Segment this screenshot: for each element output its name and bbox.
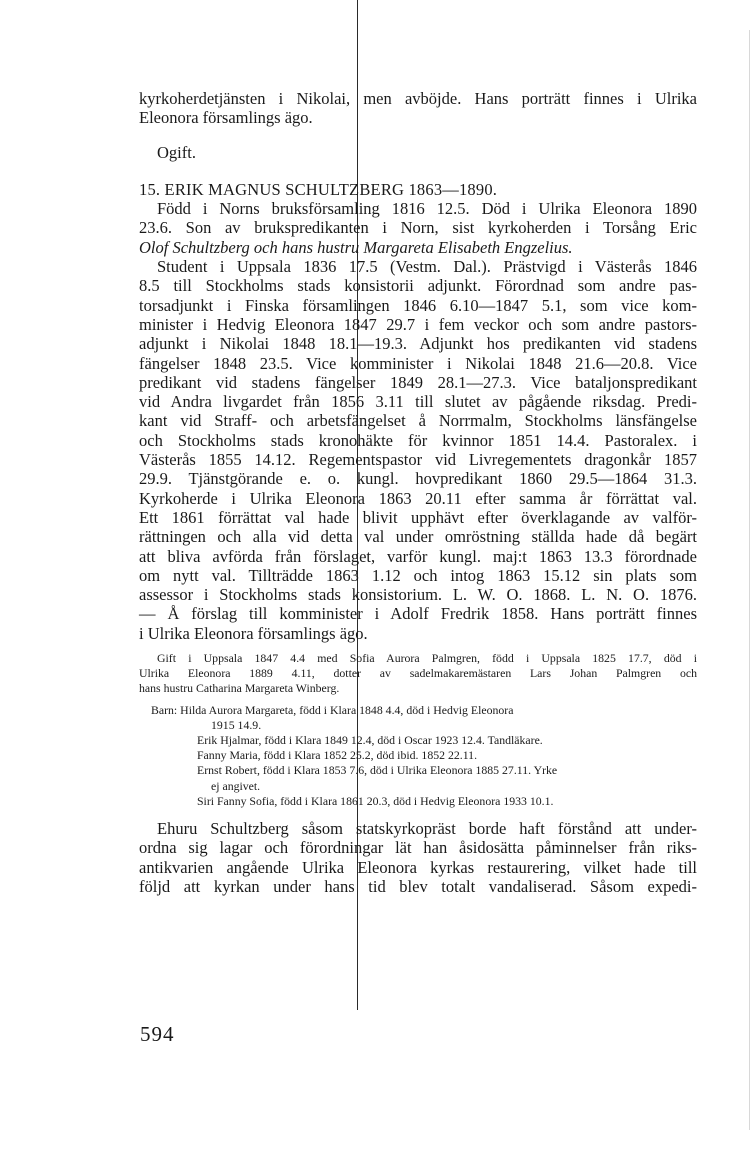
ogift-note: Ogift. bbox=[157, 142, 196, 162]
text-line: Kyrkoherde i Ulrika Eleonora 1863 20.11 efter samma år förrättat val. bbox=[139, 488, 697, 508]
text-line: adjunkt i Nikolai 1848 18.1—19.3. Adjunkt hos predikanten vid stadens bbox=[139, 334, 697, 354]
child-entry: Hilda Aurora Margareta, född i Klara 1848 4.4, död i Hedvig Eleonora bbox=[180, 702, 514, 717]
text-line: hans hustru Catharina Margareta Winberg. bbox=[139, 681, 340, 696]
text-line: minister i Hedvig Eleonora 1847 29.7 i fem veckor och som andre pastors- bbox=[139, 314, 697, 334]
child-entry-cont: ej angivet. bbox=[211, 778, 261, 793]
list-item bbox=[139, 703, 697, 718]
text-line: följd att kyrkan under hans tid blev totalt vandaliserad. Såsom expedi- bbox=[139, 876, 697, 896]
text-line: Ett 1861 förrättat val hade blivit upphävt efter överklagande av valför- bbox=[139, 507, 697, 527]
children-list bbox=[139, 703, 697, 809]
text-line: antikvarien angående Ulrika Eleonora kyrkas restaurering, vilket hade till bbox=[139, 857, 697, 877]
text-line: i Ulrika Eleonora församlings ägo. bbox=[139, 623, 368, 643]
child-entry: Siri Fanny Sofia, född i Klara 1861 20.3, död i Hedvig Eleonora 1933 10.1. bbox=[197, 793, 554, 808]
page-number: 594 bbox=[140, 1022, 175, 1046]
text-line: kyrkoherdetjänsten i Nikolai, men avböjde. Hans porträtt finnes i Ulrika bbox=[139, 89, 697, 108]
text-line: assessor i Stockholms stads konsistorium. L. W. O. 1868. L. N. O. 1876. bbox=[139, 585, 697, 605]
barn-label: Barn: bbox=[151, 702, 178, 717]
child-entry: Fanny Maria, född i Klara 1852 25.2, död ibid. 1852 22.11. bbox=[197, 748, 478, 763]
intro-paragraph bbox=[139, 89, 697, 128]
text-line: rättningen och alla vid detta val under omröstning ställda hade då begärt bbox=[139, 527, 697, 547]
text-line: vid Andra livgardet från 1856 3.11 till slutet av pågående riksdag. Predi- bbox=[139, 392, 697, 412]
marriage-note bbox=[139, 651, 697, 697]
text-line: 23.6. Son av brukspredikanten i Norn, sist kyrkoherden i Torsång Eric bbox=[139, 218, 697, 238]
text-line: 29.9. Tjänstgörande e. o. kungl. hovpredikant 1860 29.5—1864 31.3. bbox=[139, 469, 697, 489]
text-line: och Stockholms stads kronohäkte för kvinnor 1851 14.4. Pastoralex. i bbox=[139, 430, 697, 450]
text-line: Gift i Uppsala 1847 4.4 med Sofia Aurora Palmgren, född i Uppsala 1825 17.7, död i bbox=[157, 651, 697, 666]
text-line: kant vid Straff- och arbetsfängelset å Norrmalm, Stockholms länsfängelse bbox=[139, 411, 697, 431]
page-edge-line bbox=[749, 30, 750, 1130]
text-line: om nytt val. Tillträdde 1863 1.12 och intog 1863 15.12 sin plats som bbox=[139, 565, 697, 585]
text-line: Student i Uppsala 1836 17.5 (Vestm. Dal.). Prästvigd i Västerås 1846 bbox=[157, 257, 697, 277]
text-line: predikant vid stadens fängelser 1849 28.1—27.3. Vice bataljonspredikant bbox=[139, 372, 697, 392]
text-line: Född i Norns bruksförsamling 1816 12.5. Död i Ulrika Eleonora 1890 bbox=[157, 199, 697, 219]
born-paragraph bbox=[139, 199, 697, 257]
text-line: 8.5 till Stockholms stads konsistorii adjunkt. Förordnad som andre pas- bbox=[139, 276, 697, 296]
closing-paragraph bbox=[139, 819, 697, 896]
page-body bbox=[139, 89, 697, 896]
text-line: Eleonora församlings ägo. bbox=[139, 108, 313, 128]
career-paragraph bbox=[139, 257, 697, 643]
text-line: Västerås 1855 14.12. Regementspastor vid Livregementets dragonkår 1857 bbox=[139, 450, 697, 470]
child-entry: Ernst Robert, född i Klara 1853 7.6, död i Ulrika Eleonora 1885 27.11. Yrke bbox=[197, 763, 558, 778]
text-line: Ehuru Schultzberg såsom statskyrkopräst borde haft förstånd att under- bbox=[157, 819, 697, 839]
text-line: — Å förslag till komminister i Adolf Fredrik 1858. Hans porträtt finnes bbox=[139, 604, 697, 624]
text-line: Olof Schultzberg och hans hustru Margareta Elisabeth Engzelius. bbox=[139, 237, 573, 257]
child-entry-cont: 1915 14.9. bbox=[211, 717, 262, 732]
text-line: torsadjunkt i Finska församlingen 1846 6.10—1847 5.1, som vice kom- bbox=[139, 295, 697, 315]
child-entry: Erik Hjalmar, född i Klara 1849 12.4, död i Oscar 1923 12.4. Tandläkare. bbox=[197, 733, 543, 748]
text-line: Ulrika Eleonora 1889 4.11, dotter av sadelmakaremästaren Lars Johan Palmgren och bbox=[139, 666, 697, 681]
text-line: fängelser 1848 23.5. Vice komminister i Nikolai 1848 21.6—20.8. Vice bbox=[139, 353, 697, 373]
text-line: ordna sig lagar och förordningar lät han åsidosätta påminnelser från riks- bbox=[139, 838, 697, 858]
entry-heading: 15. ERIK MAGNUS SCHULTZBERG 1863—1890. bbox=[139, 179, 498, 199]
text-line: att bliva avförda från förslaget, varför kungl. maj:t 1863 13.3 förordnade bbox=[139, 546, 697, 566]
